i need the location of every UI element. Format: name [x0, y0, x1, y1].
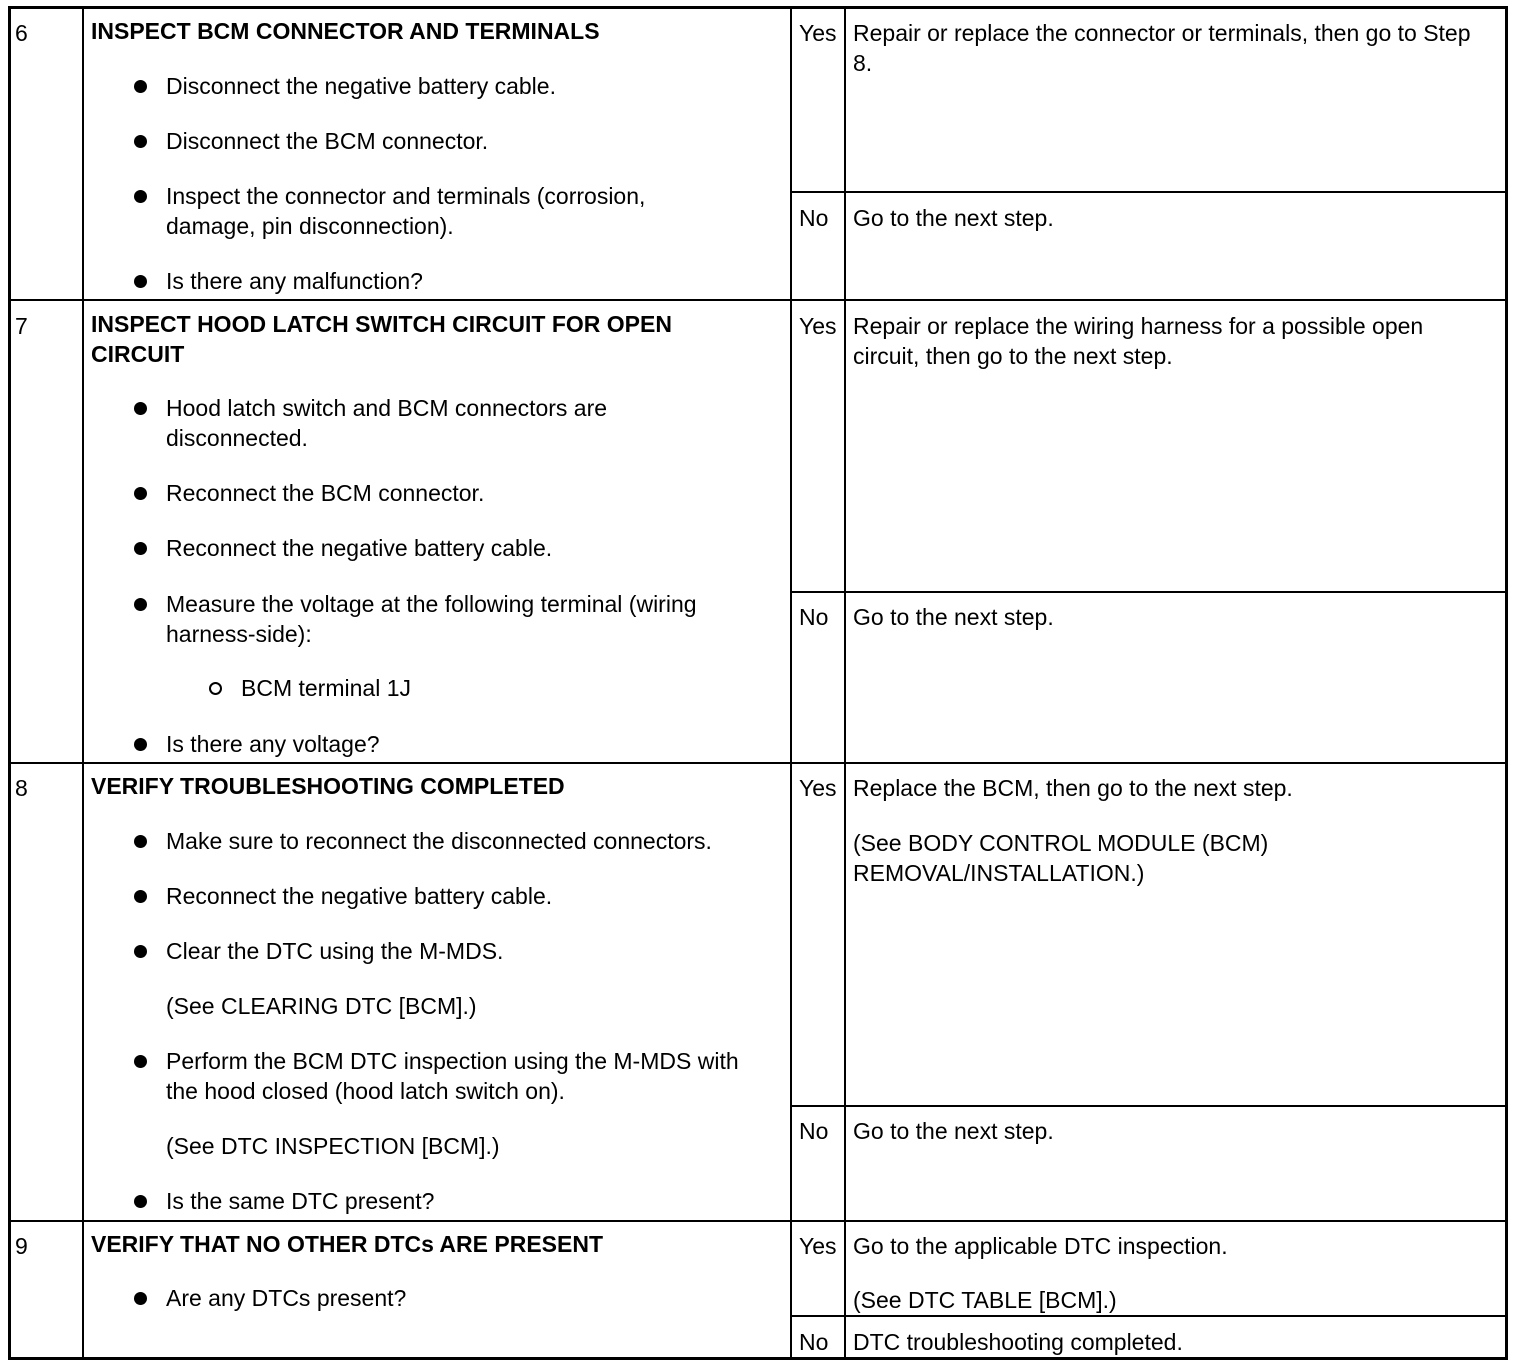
- step-number: 6: [15, 20, 28, 46]
- step-item: Disconnect the negative battery cable.: [166, 73, 556, 99]
- yes-result: Replace the BCM, then go to the next step.: [853, 775, 1293, 801]
- step-item: Clear the DTC using the M-MDS.: [166, 938, 504, 964]
- step-item: Measure the voltage at the following terminal (wiring harness-side):: [166, 591, 697, 647]
- yes-label: Yes: [799, 20, 837, 46]
- yes-reference: (See DTC TABLE [BCM].): [853, 1287, 1117, 1313]
- step-title: VERIFY THAT NO OTHER DTCs ARE PRESENT: [91, 1231, 604, 1257]
- step-item: Perform the BCM DTC inspection using the M-MDS with the hood closed (hood latch switch on).: [166, 1048, 739, 1104]
- step-reference: (See CLEARING DTC [BCM].): [166, 993, 477, 1019]
- yes-result: Go to the applicable DTC inspection.: [853, 1233, 1228, 1259]
- bullet-icon: [134, 487, 147, 500]
- no-label: No: [799, 604, 829, 630]
- bullet-icon: [134, 275, 147, 288]
- step-item: Is there any voltage?: [166, 731, 380, 757]
- no-result: Go to the next step.: [853, 604, 1054, 630]
- no-label: No: [799, 1118, 829, 1144]
- step-title: VERIFY TROUBLESHOOTING COMPLETED: [91, 773, 565, 799]
- bullet-icon: [134, 402, 147, 415]
- step-number: 9: [15, 1233, 28, 1259]
- bullet-icon: [134, 542, 147, 555]
- no-result: DTC troubleshooting completed.: [853, 1329, 1183, 1355]
- step-item: Disconnect the BCM connector.: [166, 128, 489, 154]
- bullet-icon: [134, 80, 147, 93]
- step-title: INSPECT BCM CONNECTOR AND TERMINALS: [91, 18, 600, 44]
- step-item: Inspect the connector and terminals (corrosion, damage, pin disconnection).: [166, 183, 646, 239]
- bullet-icon: [134, 135, 147, 148]
- column-divider-number: [82, 9, 84, 1357]
- yes-no-divider-6: [790, 191, 1505, 193]
- bullet-icon: [134, 835, 147, 848]
- no-label: No: [799, 205, 829, 231]
- column-divider-yesno: [844, 9, 846, 1357]
- step-item: Are any DTCs present?: [166, 1285, 407, 1311]
- step-item: Make sure to reconnect the disconnected connectors.: [166, 828, 712, 854]
- no-label: No: [799, 1329, 829, 1355]
- yes-label: Yes: [799, 775, 837, 801]
- bullet-icon: [134, 945, 147, 958]
- yes-no-divider-9: [790, 1315, 1505, 1317]
- bullet-icon: [134, 1055, 147, 1068]
- step-item: Is there any malfunction?: [166, 268, 423, 294]
- step-item: Reconnect the BCM connector.: [166, 480, 485, 506]
- troubleshooting-table: [8, 6, 1508, 1360]
- sub-bullet-icon: [209, 682, 222, 695]
- step-subitem: BCM terminal 1J: [241, 675, 411, 701]
- step-number: 8: [15, 775, 28, 801]
- bullet-icon: [134, 190, 147, 203]
- no-result: Go to the next step.: [853, 205, 1054, 231]
- bullet-icon: [134, 890, 147, 903]
- bullet-icon: [134, 598, 147, 611]
- step-item: Reconnect the negative battery cable.: [166, 535, 553, 561]
- yes-label: Yes: [799, 1233, 837, 1259]
- bullet-icon: [134, 1292, 147, 1305]
- row-divider-8-9: [11, 1220, 1505, 1222]
- yes-reference: (See BODY CONTROL MODULE (BCM) REMOVAL/INSTALLATION.): [853, 830, 1269, 886]
- step-reference: (See DTC INSPECTION [BCM].): [166, 1133, 500, 1159]
- step-number: 7: [15, 313, 28, 339]
- step-item: Is the same DTC present?: [166, 1188, 435, 1214]
- no-result: Go to the next step.: [853, 1118, 1054, 1144]
- row-divider-7-8: [11, 762, 1505, 764]
- yes-no-divider-8: [790, 1105, 1505, 1107]
- yes-label: Yes: [799, 313, 837, 339]
- column-divider-action: [790, 9, 792, 1357]
- bullet-icon: [134, 738, 147, 751]
- step-item: Reconnect the negative battery cable.: [166, 883, 553, 909]
- step-title: INSPECT HOOD LATCH SWITCH CIRCUIT FOR OPEN CIRCUIT: [91, 311, 672, 367]
- row-divider-6-7: [11, 299, 1505, 301]
- bullet-icon: [134, 1195, 147, 1208]
- yes-result: Repair or replace the wiring harness for a possible open circuit, then go to the next step.: [853, 313, 1424, 369]
- step-item: Hood latch switch and BCM connectors are disconnected.: [166, 395, 608, 451]
- yes-result: Repair or replace the connector or terminals, then go to Step 8.: [853, 20, 1471, 76]
- yes-no-divider-7: [790, 591, 1505, 593]
